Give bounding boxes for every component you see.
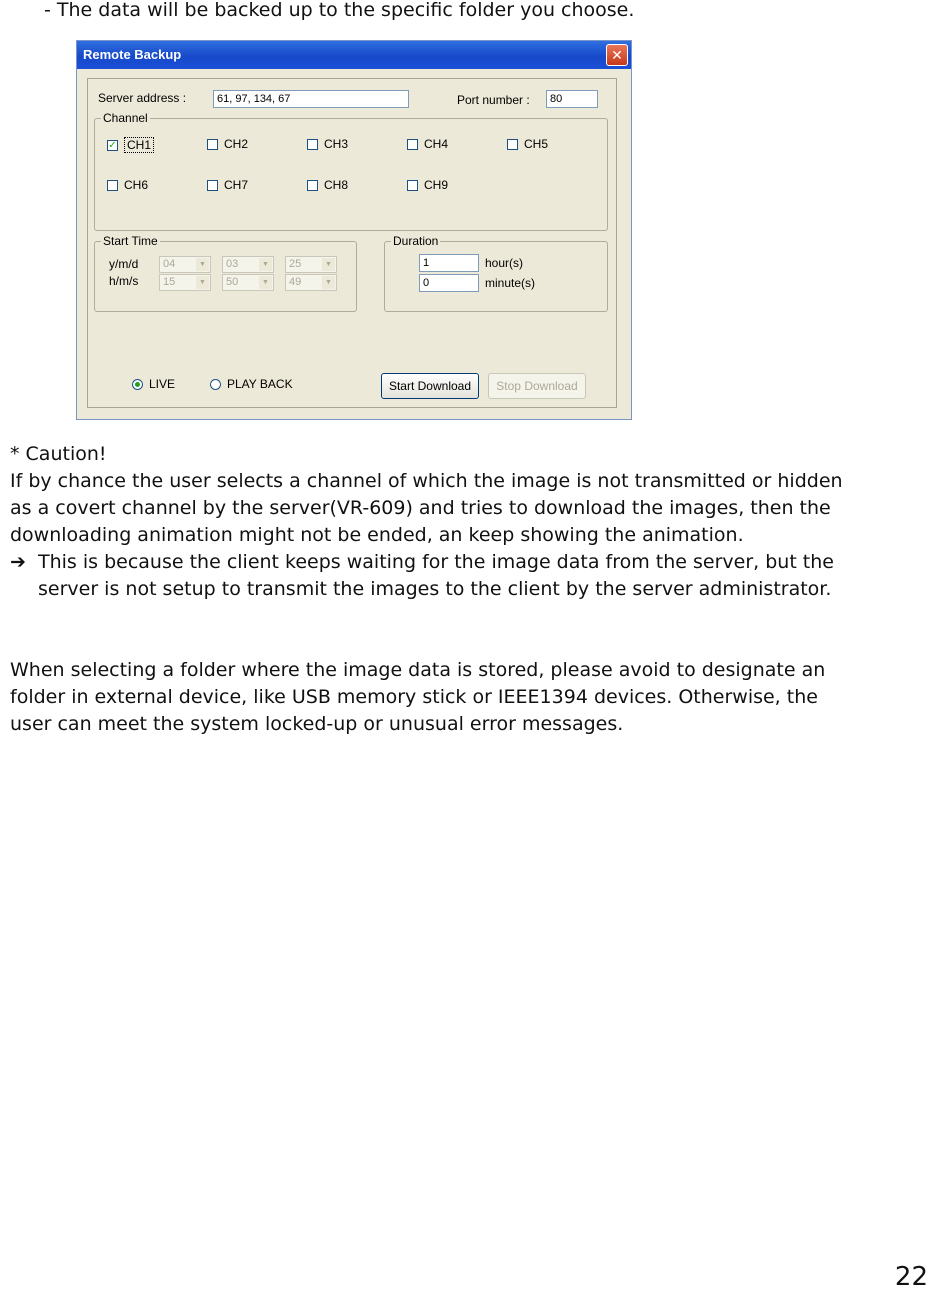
hms-label: h/m/s xyxy=(109,274,139,288)
caution-line: If by chance the user selects a channel of which the image is not transmitted or hidden xyxy=(10,470,843,492)
ymd-label: y/m/d xyxy=(109,257,139,271)
second-select[interactable] xyxy=(285,274,337,291)
duration-group xyxy=(384,234,608,312)
remote-backup-dialog xyxy=(76,40,632,420)
year-select[interactable] xyxy=(159,256,211,273)
start-time-group xyxy=(94,234,357,312)
checkbox-icon[interactable] xyxy=(507,139,518,150)
channel-label: CH3 xyxy=(324,137,349,151)
channel-label: CH1 xyxy=(124,137,154,153)
server-address-input[interactable]: 61, 97, 134, 67 xyxy=(213,90,409,108)
checkbox-icon[interactable] xyxy=(207,180,218,191)
hours-input[interactable]: 1 xyxy=(419,254,479,272)
minute-value: 50 xyxy=(226,276,239,288)
channel-checkbox-ch4[interactable] xyxy=(407,137,448,151)
stop-download-button[interactable]: Stop Download xyxy=(488,373,586,399)
channel-checkbox-ch2[interactable] xyxy=(207,137,248,151)
minutes-input[interactable]: 0 xyxy=(419,274,479,292)
channel-label: CH8 xyxy=(324,178,349,192)
dialog-titlebar xyxy=(77,41,631,69)
channel-legend: Channel xyxy=(103,111,148,125)
second-value: 49 xyxy=(289,276,302,288)
server-address-label: Server address : xyxy=(98,91,187,105)
channel-label: CH7 xyxy=(224,178,249,192)
channel-checkbox-ch8[interactable] xyxy=(307,178,348,192)
channel-checkbox-ch5[interactable] xyxy=(507,137,548,151)
arrow-line: server is not setup to transmit the images to the client by the server administrator. xyxy=(38,578,832,600)
minutes-label: minute(s) xyxy=(485,276,536,290)
dialog-body xyxy=(87,78,617,408)
checkbox-icon[interactable] xyxy=(107,180,118,191)
caution-paragraph xyxy=(10,468,843,549)
radio-selected-icon[interactable] xyxy=(132,379,143,390)
note-line: user can meet the system locked-up or unusual error messages. xyxy=(10,713,624,735)
arrow-bullet xyxy=(10,549,834,576)
checkbox-icon[interactable] xyxy=(407,139,418,150)
mode-live-label: LIVE xyxy=(149,377,176,391)
channel-label: CH2 xyxy=(224,137,249,151)
start-time-legend: Start Time xyxy=(103,234,158,248)
hour-select[interactable] xyxy=(159,274,211,291)
day-select[interactable] xyxy=(285,256,337,273)
close-button[interactable]: ✕ xyxy=(606,44,628,66)
duration-legend: Duration xyxy=(393,234,439,248)
intro-text: - The data will be backed up to the specific folder you choose. xyxy=(44,0,635,21)
channel-label: CH6 xyxy=(124,178,149,192)
mode-playback-label: PLAY BACK xyxy=(227,377,293,391)
channel-checkbox-ch6[interactable] xyxy=(107,178,148,192)
chevron-down-icon[interactable]: ▼ xyxy=(259,276,272,289)
day-value: 25 xyxy=(289,258,302,270)
hour-value: 15 xyxy=(163,276,176,288)
chevron-down-icon[interactable]: ▼ xyxy=(259,258,272,271)
channel-label: CH5 xyxy=(524,137,549,151)
channel-group xyxy=(94,111,608,231)
channel-label: CH4 xyxy=(424,137,449,151)
start-download-button[interactable]: Start Download xyxy=(381,373,479,399)
month-value: 03 xyxy=(226,258,239,270)
minute-select[interactable] xyxy=(222,274,274,291)
chevron-down-icon[interactable]: ▼ xyxy=(322,276,335,289)
right-arrow-icon: ➔ xyxy=(10,551,26,573)
page-number: 22 xyxy=(894,1262,928,1292)
folder-note-paragraph xyxy=(10,657,825,738)
checkbox-icon[interactable] xyxy=(407,180,418,191)
caution-line: as a covert channel by the server(VR-609) and tries to download the images, then the xyxy=(10,497,831,519)
channel-checkbox-ch1[interactable] xyxy=(107,137,154,153)
checkbox-icon[interactable]: ✓ xyxy=(108,139,117,151)
note-line: When selecting a folder where the image data is stored, please avoid to designate an xyxy=(10,659,826,681)
checkbox-icon[interactable] xyxy=(307,180,318,191)
channel-checkbox-ch7[interactable] xyxy=(207,178,248,192)
caution-line: downloading animation might not be ended, an keep showing the animation. xyxy=(10,524,744,546)
port-number-label: Port number : xyxy=(457,93,530,107)
channel-checkbox-ch3[interactable] xyxy=(307,137,348,151)
checkbox-icon[interactable] xyxy=(307,139,318,150)
radio-icon[interactable] xyxy=(210,379,221,390)
checkbox-icon[interactable] xyxy=(207,139,218,150)
chevron-down-icon[interactable]: ▼ xyxy=(196,258,209,271)
port-number-input[interactable]: 80 xyxy=(546,90,598,108)
chevron-down-icon[interactable]: ▼ xyxy=(322,258,335,271)
channel-label: CH9 xyxy=(424,178,449,192)
channel-checkbox-ch9[interactable] xyxy=(407,178,448,192)
note-line: folder in external device, like USB memory stick or IEEE1394 devices. Otherwise, the xyxy=(10,686,818,708)
arrow-line: This is because the client keeps waiting for the image data from the server, but the xyxy=(38,551,834,573)
chevron-down-icon[interactable]: ▼ xyxy=(196,276,209,289)
caution-heading: * Caution! xyxy=(10,443,107,465)
year-value: 04 xyxy=(163,258,176,270)
month-select[interactable] xyxy=(222,256,274,273)
mode-playback-radio[interactable] xyxy=(210,377,293,391)
dialog-title: Remote Backup xyxy=(83,47,182,62)
hours-label: hour(s) xyxy=(485,256,524,270)
mode-live-radio[interactable] xyxy=(132,377,175,391)
